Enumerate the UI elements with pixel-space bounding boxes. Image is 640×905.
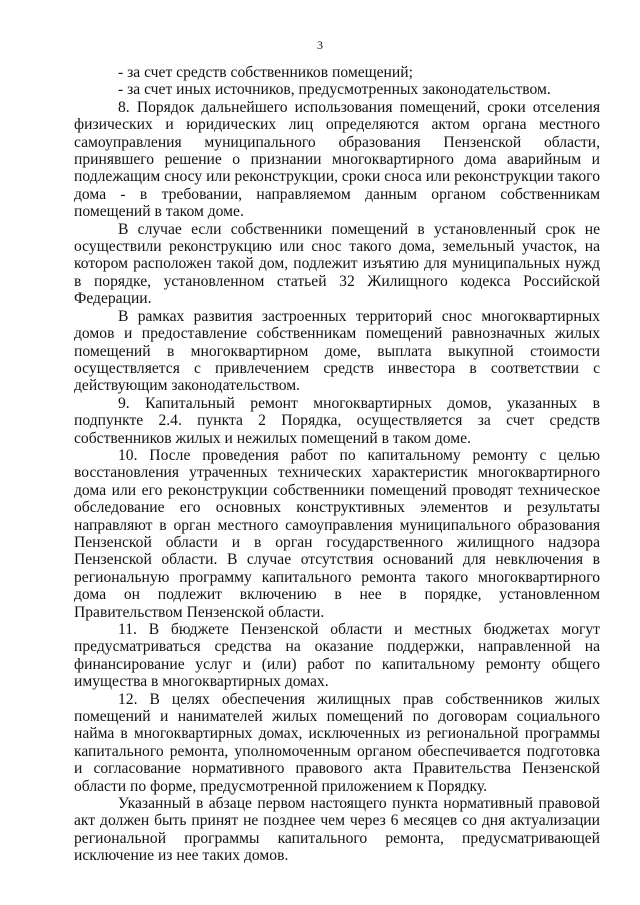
paragraph-item-10: 10. После проведения работ по капитальному ремонту с целью восстановления утраченных технических характеристик многоквартирного дома или его реконструкции собственники помещений проводят техническое обследование его основных конструктивных элементов и результаты направляют в орган местного самоуправления муниципального образования Пензенской области и в орган государственного жилищного надзора Пензенской области. В случае отсутствия оснований для невключения в региональную программу капитального ремонта такого многоквартирного дома он подлежит включению в нее в порядке, установленном Правительством Пензенской области.: [74, 446, 600, 621]
paragraph-item-8: 8. Порядок дальнейшего использования помещений, сроки отселения физических и юридических лиц определяются актом органа местного самоуправления муниципального образования Пензенской области, принявшего решение о признании многоквартирного дома аварийным и подлежащим сносу или реконструкции, сроки сноса или реконструкции такого дома - в требовании, направляемом данным органом собственникам помещений в таком доме.: [74, 98, 600, 221]
paragraph-item-9: 9. Капитальный ремонт многоквартирных домов, указанных в подпункте 2.4. пункта 2 Порядка, осуществляется за счет средств собственников жилых и нежилых помещений в таком доме.: [74, 394, 600, 447]
paragraph-item-11: 11. В бюджете Пензенской области и местных бюджетах могут предусматриваться средства на оказание поддержки, направленной на финансирование услуг и (или) работ по капитальному ремонту общего имущества в многоквартирных домах.: [74, 621, 600, 691]
paragraph-item-8-development: В рамках развития застроенных территорий снос многоквартирных домов и предоставление собственникам помещений равнозначных жилых помещений в многоквартирном доме, выплата выкупной стоимости осуществляется с привлечением средств инвестора в соответствии с действующим законодательством.: [74, 307, 600, 395]
page-number: 3: [317, 38, 323, 52]
paragraph-funding-owners: - за счет средств собственников помещений;: [118, 64, 413, 81]
paragraph-item-12: 12. В целях обеспечения жилищных прав собственников жилых помещений и нанимателей жилых помещений по договорам социального найма в многоквартирных домах, исключенных из региональной программы капитального ремонта, уполномоченным органом обеспечивается подготовка и согласование нормативного правового акта Правительства Пензенской области по форме, предусмотренной приложением к Порядку.: [74, 690, 600, 795]
paragraph-funding-other: - за счет иных источников, предусмотренных законодательством.: [118, 81, 551, 99]
paragraph-item-12-deadline: Указанный в абзаце первом настоящего пункта нормативный правовой акт должен быть принят не позднее чем через 6 месяцев со дня актуализации региональной программы капитального ремонта, предусматривающей исключение из нее таких домов.: [74, 795, 600, 865]
document-body: [74, 64, 600, 865]
paragraph-item-8-seizure: В случае если собственники помещений в установленный срок не осуществили реконструкцию или снос такого дома, земельный участок, на котором расположен такой дом, подлежит изъятию для муниципальных нужд в порядке, установленном статьей 32 Жилищного кодекса Российской Федерации.: [74, 220, 600, 308]
